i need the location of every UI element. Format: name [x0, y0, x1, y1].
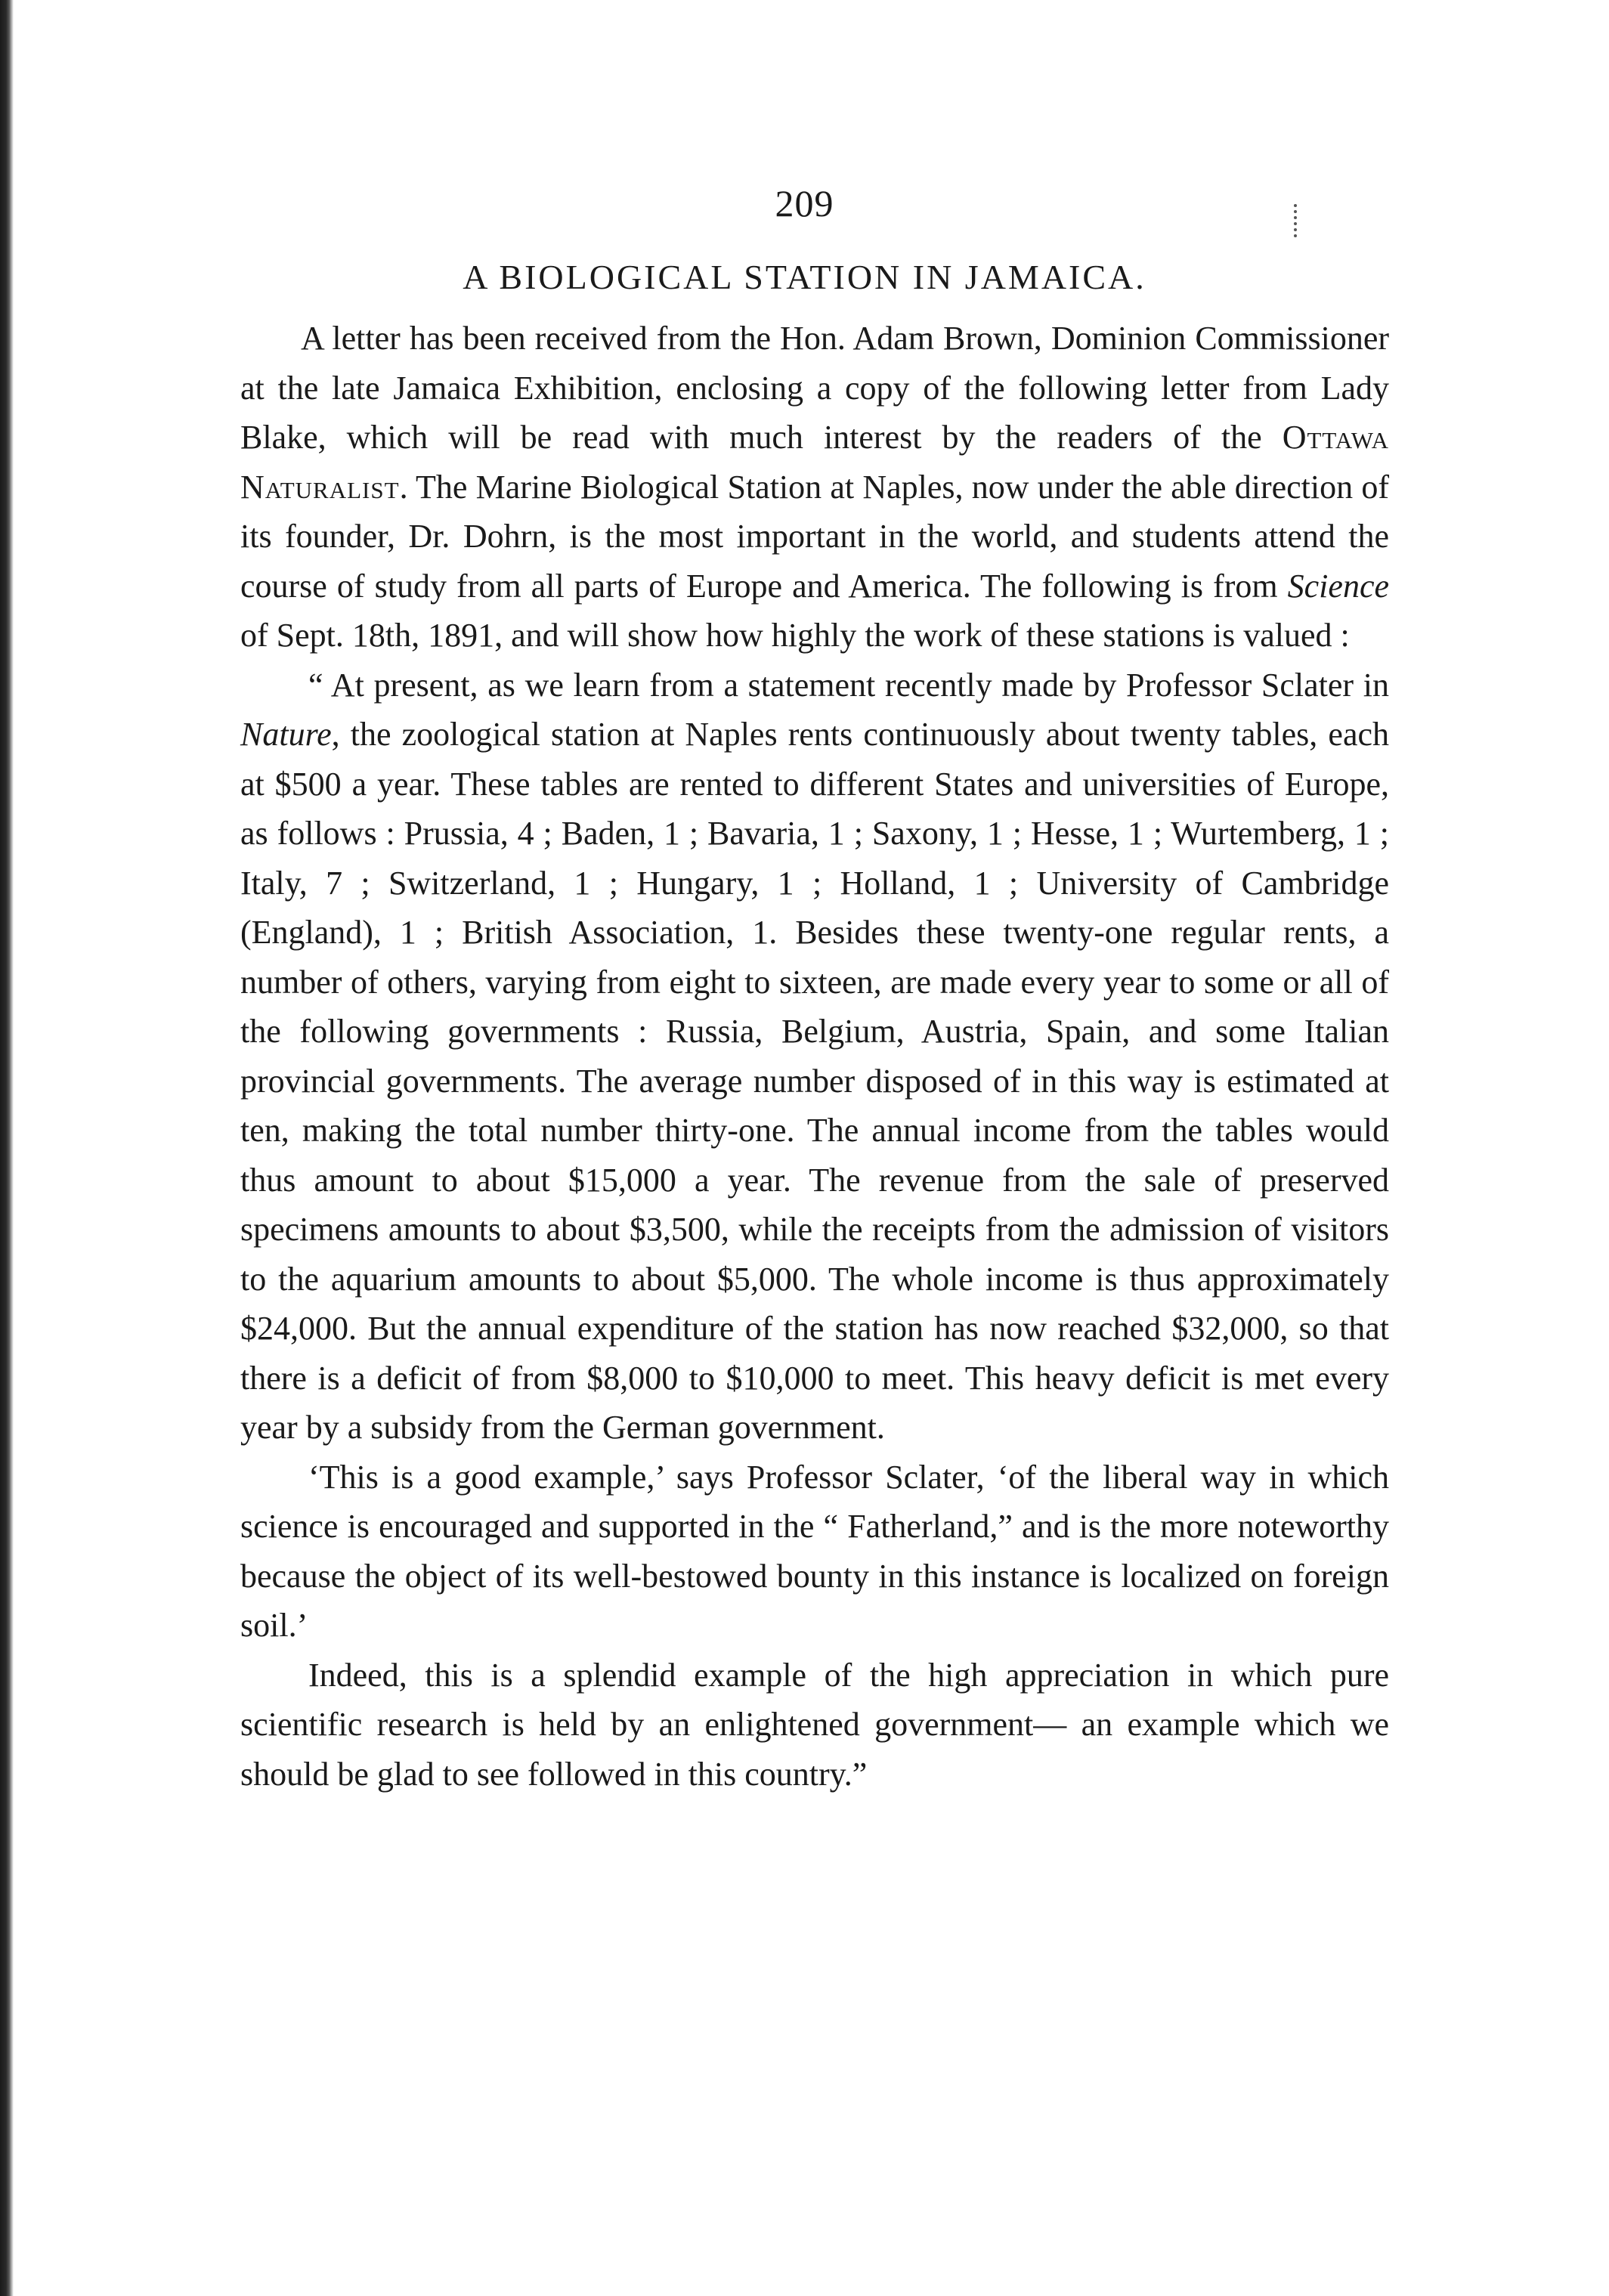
quote-text-2: , the zoological station at Naples rents continuously about twenty tables, each at $500 a year. These tables are rented to different States and universities of Europe, as follows : Prussia, 4 ; Baden, 1 ; Bavaria, 1 ; Saxony, 1 ; Hesse, 1 ; Wurtemberg, 1 ; Italy, 7 ; Switzerland, 1 ; Hungary, 1 ; Holland, 1 ; University of Cambridge (England), 1 ; British Association, 1. Besides these twenty-one regular rents, a number of others, varying from eight to sixteen, are made every year to some or all of the following governments : Russia, Belgium, Austria, Spain, and some Italian provincial governments. The average number disposed of in this way is estimated at ten, making the total number thirty-one. The annual income from the tables would thus amount to about $15,000 a year. The revenue from the sale of preserved specimens amounts to about $3,500, while the receipts from the admission of visitors to the aquarium amounts to about $5,000. The whole income is thus approximately $24,000. But the annual expenditure of the station has now reached $32,000, so that there is a deficit of from $8,000 to $10,000 to meet. This heavy deficit is met every year by a subsidy from the German government. [240, 716, 1389, 1446]
quote-text-1: “ At present, as we learn from a statement recently made by Professor Sclater in [308, 666, 1389, 704]
binding-edge [0, 0, 14, 2296]
quote-paragraph [240, 661, 1389, 1453]
closing-paragraph: Indeed, this is a splendid example of the high appreciation in which pure scientific research is held by an enlightened government— an example which we should be glad to see followed in this country.” [240, 1656, 1389, 1793]
intro-text-2: . The Marine Biological Station at Naples, now under the able direction of its founder, Dr. Dohrn, is the most important in the world, and students attend the course of study from all parts of Europe and America. The following is from [240, 468, 1389, 605]
article-title: A BIOLOGICAL STATION IN JAMAICA. [463, 258, 1146, 296]
journal-name: Ottawa Naturalist [240, 419, 1389, 506]
article-body [240, 314, 1389, 1799]
source-science: Science [1287, 567, 1389, 605]
page-number: 209 [775, 182, 834, 224]
sclater-paragraph: ‘This is a good example,’ says Professor Sclater, ‘of the liberal way in which science is encouraged and supported in the “ Fatherland,” and is the more noteworthy because the object of its well-bestowed bounty in this instance is localized on foreign soil.’ [240, 1458, 1389, 1644]
intro-text-3: of Sept. 18th, 1891, and will show how highly the work of these stations is valued : [240, 617, 1350, 654]
intro-text-1: A letter has been received from the Hon. Adam Brown, Dominion Commissioner at the late Jamaica Exhibition, enclosing a copy of the following letter from Lady Blake, which will be read with much interest by the readers of the [240, 320, 1389, 456]
intro-paragraph [240, 314, 1389, 661]
source-nature: Nature [240, 716, 332, 753]
